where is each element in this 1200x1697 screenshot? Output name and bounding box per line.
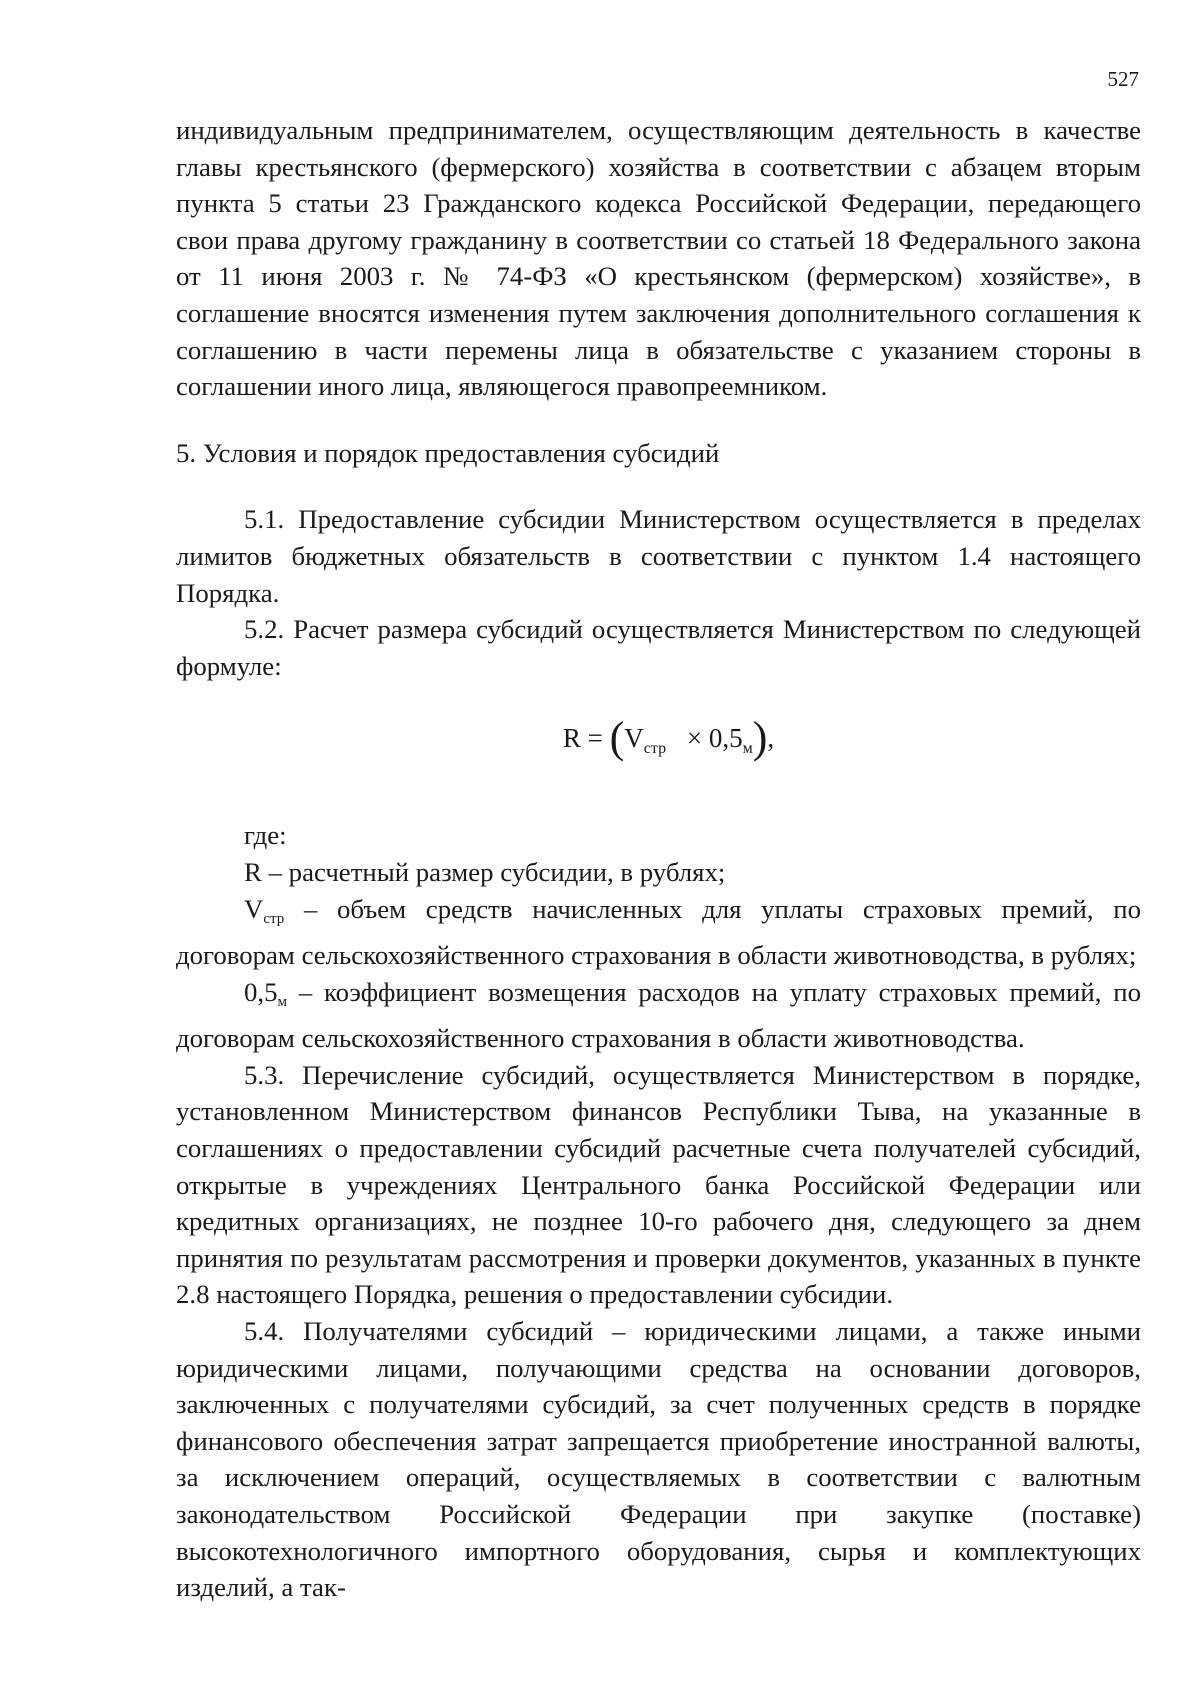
definition-k: [176, 974, 1141, 1057]
paragraph-continued: индивидуальным предпринимателем, осуществляющим деятельность в качестве главы крестьянского (фермерского) хозяйства в соответствии с абзацем вторым пункта 5 статьи 23 Гражданского кодекса Российской Федерации, передающего свои права другому гражданину в соответствии со статьей 18 Федерального закона от 11 июня 2003 г. № 74-ФЗ «О крестьянском (фермерском) хозяйстве», в соглашение вносятся изменения путем заключения дополнительного соглашения к соглашению в части перемены лица в обязательстве с указанием стороны в соглашении иного лица, являющегося правопреемником.: [176, 115, 1141, 402]
definition-k-text: – коэффициент возмещения расходов на уплату страховых премий, по договорам сельскохозяйственного страхования в области животноводства.: [176, 976, 1141, 1054]
formula-k: 0,5: [708, 723, 743, 754]
definition-v: [176, 891, 1141, 974]
formula-times: ×: [686, 723, 703, 754]
formula-tail: ,: [767, 723, 775, 754]
definition-v-text: – объем средств начисленных для уплаты страховых премий, по договорам сельскохозяйственного страхования в области животноводства, в рублях;: [176, 893, 1141, 971]
formula-v: V: [624, 723, 644, 754]
formula-lhs: R =: [562, 723, 603, 754]
definition-k-subscript: м: [277, 993, 287, 1010]
formula-k-subscript: м: [742, 740, 753, 758]
page-number: 527: [1107, 67, 1139, 91]
document-body: [176, 112, 1141, 1606]
subsidy-formula: [176, 713, 1141, 771]
paragraph-5-1: 5.1. Предоставление субсидии Министерством осуществляется в пределах лимитов бюджетных обязательств в соответствии с пунктом 1.4 настоящего Порядка.: [176, 504, 1141, 608]
paragraph-5-2: 5.2. Расчет размера субсидий осуществляется Министерством по следующей формуле:: [176, 614, 1141, 681]
paragraph-5-4: 5.4. Получателями субсидий – юридическими лицами, а также иными юридическими лицами, получающими средства на основании договоров, заключенных с получателями субсидий, за счет полученных средств в порядке финансового обеспечения затрат запрещается приобретение иностранной валюты, за исключением операций, осуществляемых в соответствии с валютным законодательством Российской Федерации при закупке (поставке) высокотехнологичного импортного оборудования, сырья и комплектующих изделий, а так-: [176, 1316, 1141, 1603]
definition-k-var: 0,5: [244, 976, 278, 1007]
definition-v-var: V: [244, 893, 264, 924]
formula-open-paren: (: [609, 713, 625, 763]
section-heading: 5. Условия и порядок предоставления субсидий: [176, 437, 720, 468]
definition-r: R – расчетный размер субсидии, в рублях;: [244, 856, 726, 887]
formula-v-subscript: стр: [643, 740, 667, 758]
paragraph-5-3: 5.3. Перечисление субсидий, осуществляется Министерством в порядке, установленном Министерством финансов Республики Тыва, на указанные в соглашениях о предоставлении субсидий расчетные счета получателей субсидий, открытые в учреждениях Центрального банка Российской Федерации или кредитных организациях, не позднее 10-го рабочего дня, следующего за днем принятия по результатам рассмотрения и проверки документов, указанных в пункте 2.8 настоящего Порядка, решения о предоставлении субсидии.: [176, 1059, 1141, 1310]
where-label: где:: [244, 820, 287, 851]
definition-v-subscript: стр: [263, 910, 285, 927]
formula-close-paren: ): [752, 713, 768, 763]
